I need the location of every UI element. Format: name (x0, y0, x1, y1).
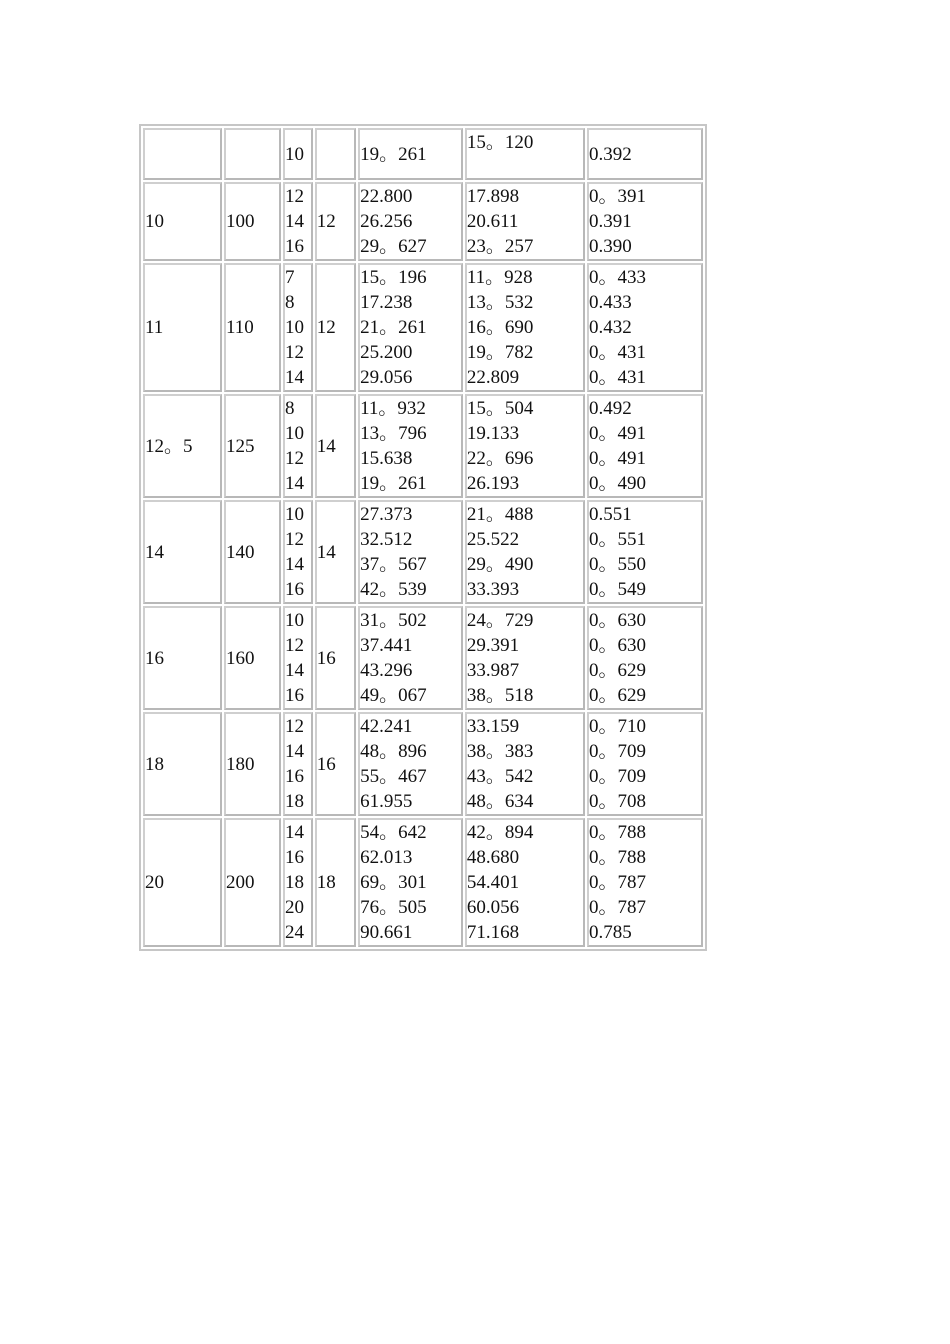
cell-radius (315, 128, 356, 180)
cell-thickness-line: 10 (285, 317, 305, 338)
cell-thickness-line: 16 (285, 579, 305, 600)
cell-surface-line: 0.432 (588, 317, 632, 338)
cell-thickness-line: 10 (285, 143, 305, 165)
cell-thickness-line: 12 (285, 635, 305, 656)
cell-surface-line: 0.785 (588, 922, 632, 943)
cell-mass-line: 33.159 (466, 716, 520, 737)
cell-surface-line: 0。788 (588, 847, 646, 868)
cell-area (358, 712, 463, 816)
cell-area (358, 263, 463, 392)
cell-mass-line: 54.401 (466, 872, 520, 893)
cell-area-line: 13。796 (360, 423, 427, 444)
cell-thickness-line: 14 (285, 473, 305, 494)
cell-thickness (283, 182, 313, 261)
cell-mass (465, 606, 585, 710)
cell-surface-line: 0。629 (588, 685, 646, 706)
cell-area-line: 17.238 (360, 292, 413, 313)
cell-surface-line: 0。630 (588, 635, 646, 656)
cell-thickness (283, 263, 313, 392)
cell-thickness-line: 12 (285, 448, 305, 469)
cell-no: 20 (143, 818, 222, 947)
cell-mass-line: 17.898 (466, 186, 520, 207)
cell-surface-line: 0。710 (588, 716, 646, 737)
table-row (143, 712, 703, 816)
cell-surface-line: 0.391 (588, 211, 632, 232)
cell-surface (587, 818, 703, 947)
cell-width: 160 (224, 606, 281, 710)
cell-mass-line: 29。490 (466, 554, 534, 575)
cell-area-line: 90.661 (360, 922, 413, 943)
cell-width (224, 128, 281, 180)
cell-thickness-line: 16 (285, 236, 305, 257)
cell-mass-line: 42。894 (466, 822, 534, 843)
cell-surface-line: 0。788 (588, 822, 646, 843)
cell-surface-line: 0。630 (588, 610, 646, 631)
cell-thickness (283, 712, 313, 816)
table-row (143, 263, 703, 392)
cell-area-line: 26.256 (360, 211, 413, 232)
cell-mass-line: 25.522 (466, 529, 520, 550)
cell-surface-line: 0.433 (588, 292, 632, 313)
cell-mass-line: 71.168 (466, 922, 520, 943)
cell-radius: 12 (315, 263, 356, 392)
cell-area-line: 37。567 (360, 554, 427, 575)
cell-area-line: 76。505 (360, 897, 427, 918)
cell-area-line: 29。627 (360, 236, 427, 257)
cell-surface-line: 0。431 (588, 367, 646, 388)
cell-thickness-line: 12 (285, 186, 305, 207)
cell-area-line: 19。261 (360, 473, 427, 494)
cell-area-line: 15.638 (360, 448, 413, 469)
cell-thickness-line: 10 (285, 423, 305, 444)
cell-area-line: 54。642 (360, 822, 427, 843)
cell-thickness-line: 16 (285, 847, 305, 868)
cell-mass (465, 500, 585, 604)
cell-surface-line: 0。433 (588, 267, 646, 288)
cell-area-line: 69。301 (360, 872, 427, 893)
cell-thickness-line: 14 (285, 741, 305, 762)
cell-thickness-line: 14 (285, 660, 305, 681)
cell-width: 100 (224, 182, 281, 261)
cell-area-line: 19。261 (360, 143, 427, 165)
cell-area-line: 49。067 (360, 685, 427, 706)
cell-surface-line: 0。629 (588, 660, 646, 681)
cell-mass-line: 16。690 (466, 317, 534, 338)
cell-surface-line: 0。491 (588, 448, 646, 469)
cell-no: 11 (143, 263, 222, 392)
table-row (143, 606, 703, 710)
cell-area-line: 29.056 (360, 367, 413, 388)
cell-area-line: 32.512 (360, 529, 413, 550)
cell-no: 14 (143, 500, 222, 604)
cell-mass (465, 394, 585, 498)
cell-surface (587, 128, 703, 180)
cell-mass-line: 24。729 (466, 610, 534, 631)
cell-surface (587, 712, 703, 816)
cell-mass (465, 128, 585, 180)
cell-surface-line: 0。391 (588, 186, 646, 207)
cell-thickness-line: 20 (285, 897, 305, 918)
cell-area (358, 182, 463, 261)
cell-area-line: 22.800 (360, 186, 413, 207)
cell-surface-line: 0。709 (588, 741, 646, 762)
cell-mass (465, 712, 585, 816)
cell-area-line: 11。932 (360, 398, 426, 419)
cell-surface-line: 0。551 (588, 529, 646, 550)
cell-surface-line: 0.551 (588, 504, 632, 525)
cell-mass-line: 22.809 (466, 367, 520, 388)
cell-thickness-line: 14 (285, 554, 305, 575)
cell-mass-line: 48.680 (466, 847, 520, 868)
cell-thickness-line: 12 (285, 716, 305, 737)
table-body (143, 128, 703, 947)
cell-area-line: 48。896 (360, 741, 427, 762)
cell-surface-line: 0.492 (588, 398, 632, 419)
cell-thickness-line: 7 (285, 267, 295, 288)
cell-thickness (283, 394, 313, 498)
table-row (143, 500, 703, 604)
cell-mass-line: 43。542 (466, 766, 534, 787)
cell-width: 110 (224, 263, 281, 392)
cell-radius: 18 (315, 818, 356, 947)
cell-thickness (283, 128, 313, 180)
cell-thickness-line: 24 (285, 922, 305, 943)
cell-thickness-line: 14 (285, 822, 305, 843)
table-row (143, 394, 703, 498)
cell-area (358, 394, 463, 498)
cell-surface-line: 0。431 (588, 342, 646, 363)
cell-area-line: 61.955 (360, 791, 413, 812)
cell-mass-line: 60.056 (466, 897, 520, 918)
cell-thickness-line: 14 (285, 211, 305, 232)
cell-surface-line: 0。787 (588, 897, 646, 918)
cell-surface-line: 0。709 (588, 766, 646, 787)
cell-mass-line: 33.987 (466, 660, 520, 681)
cell-area (358, 500, 463, 604)
cell-surface-line: 0。490 (588, 473, 646, 494)
cell-area-line: 27.373 (360, 504, 413, 525)
cell-area-line: 43.296 (360, 660, 413, 681)
cell-radius: 14 (315, 500, 356, 604)
cell-surface-line: 0。787 (588, 872, 646, 893)
cell-area-line: 42.241 (360, 716, 413, 737)
cell-width: 140 (224, 500, 281, 604)
table-row (143, 818, 703, 947)
cell-surface (587, 500, 703, 604)
cell-no: 18 (143, 712, 222, 816)
cell-surface-line: 0。708 (588, 791, 646, 812)
cell-mass-line: 22。696 (466, 448, 534, 469)
cell-thickness-line: 14 (285, 367, 305, 388)
cell-radius: 14 (315, 394, 356, 498)
cell-thickness-line: 16 (285, 685, 305, 706)
cell-width: 125 (224, 394, 281, 498)
cell-mass-line: 15。120 (466, 132, 534, 153)
cell-area (358, 128, 463, 180)
cell-thickness (283, 500, 313, 604)
cell-width: 200 (224, 818, 281, 947)
cell-mass-line: 33.393 (466, 579, 520, 600)
cell-surface (587, 606, 703, 710)
cell-surface (587, 394, 703, 498)
cell-area-line: 55。467 (360, 766, 427, 787)
cell-thickness-line: 8 (285, 398, 295, 419)
cell-thickness (283, 818, 313, 947)
cell-radius: 16 (315, 712, 356, 816)
cell-surface-line: 0.390 (588, 236, 632, 257)
cell-mass (465, 263, 585, 392)
cell-thickness-line: 18 (285, 872, 305, 893)
cell-mass (465, 818, 585, 947)
cell-mass-line: 13。532 (466, 292, 534, 313)
cell-radius: 12 (315, 182, 356, 261)
cell-area-line: 21。261 (360, 317, 427, 338)
cell-mass (465, 182, 585, 261)
cell-mass-line: 11。928 (466, 267, 533, 288)
cell-area-line: 62.013 (360, 847, 413, 868)
cell-surface-line: 0。491 (588, 423, 646, 444)
cell-thickness-line: 8 (285, 292, 295, 313)
cell-radius: 16 (315, 606, 356, 710)
cell-mass-line: 15。504 (466, 398, 534, 419)
cell-area-line: 31。502 (360, 610, 427, 631)
cell-surface-line: 0。550 (588, 554, 646, 575)
cell-thickness (283, 606, 313, 710)
cell-surface (587, 263, 703, 392)
cell-thickness-line: 18 (285, 791, 305, 812)
cell-thickness-line: 16 (285, 766, 305, 787)
cell-no (143, 128, 222, 180)
cell-mass-line: 38。383 (466, 741, 534, 762)
cell-mass-line: 23。257 (466, 236, 534, 257)
cell-mass-line: 29.391 (466, 635, 520, 656)
cell-area-line: 42。539 (360, 579, 427, 600)
cell-mass-line: 26.193 (466, 473, 520, 494)
cell-area (358, 818, 463, 947)
table-row (143, 182, 703, 261)
cell-no: 12。5 (143, 394, 222, 498)
cell-mass-line: 19。782 (466, 342, 534, 363)
cell-width: 180 (224, 712, 281, 816)
cell-surface-line: 0.392 (588, 143, 632, 165)
cell-no: 10 (143, 182, 222, 261)
cell-area (358, 606, 463, 710)
cell-surface-line: 0。549 (588, 579, 646, 600)
cell-surface (587, 182, 703, 261)
cell-mass-line: 48。634 (466, 791, 534, 812)
cell-thickness-line: 12 (285, 529, 305, 550)
cell-thickness-line: 10 (285, 504, 305, 525)
angle-steel-table (139, 124, 707, 951)
cell-area-line: 25.200 (360, 342, 413, 363)
cell-thickness-line: 12 (285, 342, 305, 363)
cell-area-line: 15。196 (360, 267, 427, 288)
cell-thickness-line: 10 (285, 610, 305, 631)
cell-mass-line: 20.611 (466, 211, 519, 232)
table-row (143, 128, 703, 180)
cell-mass-line: 38。518 (466, 685, 534, 706)
cell-no: 16 (143, 606, 222, 710)
cell-mass-line: 19.133 (466, 423, 520, 444)
cell-area-line: 37.441 (360, 635, 413, 656)
cell-mass-line: 21。488 (466, 504, 534, 525)
